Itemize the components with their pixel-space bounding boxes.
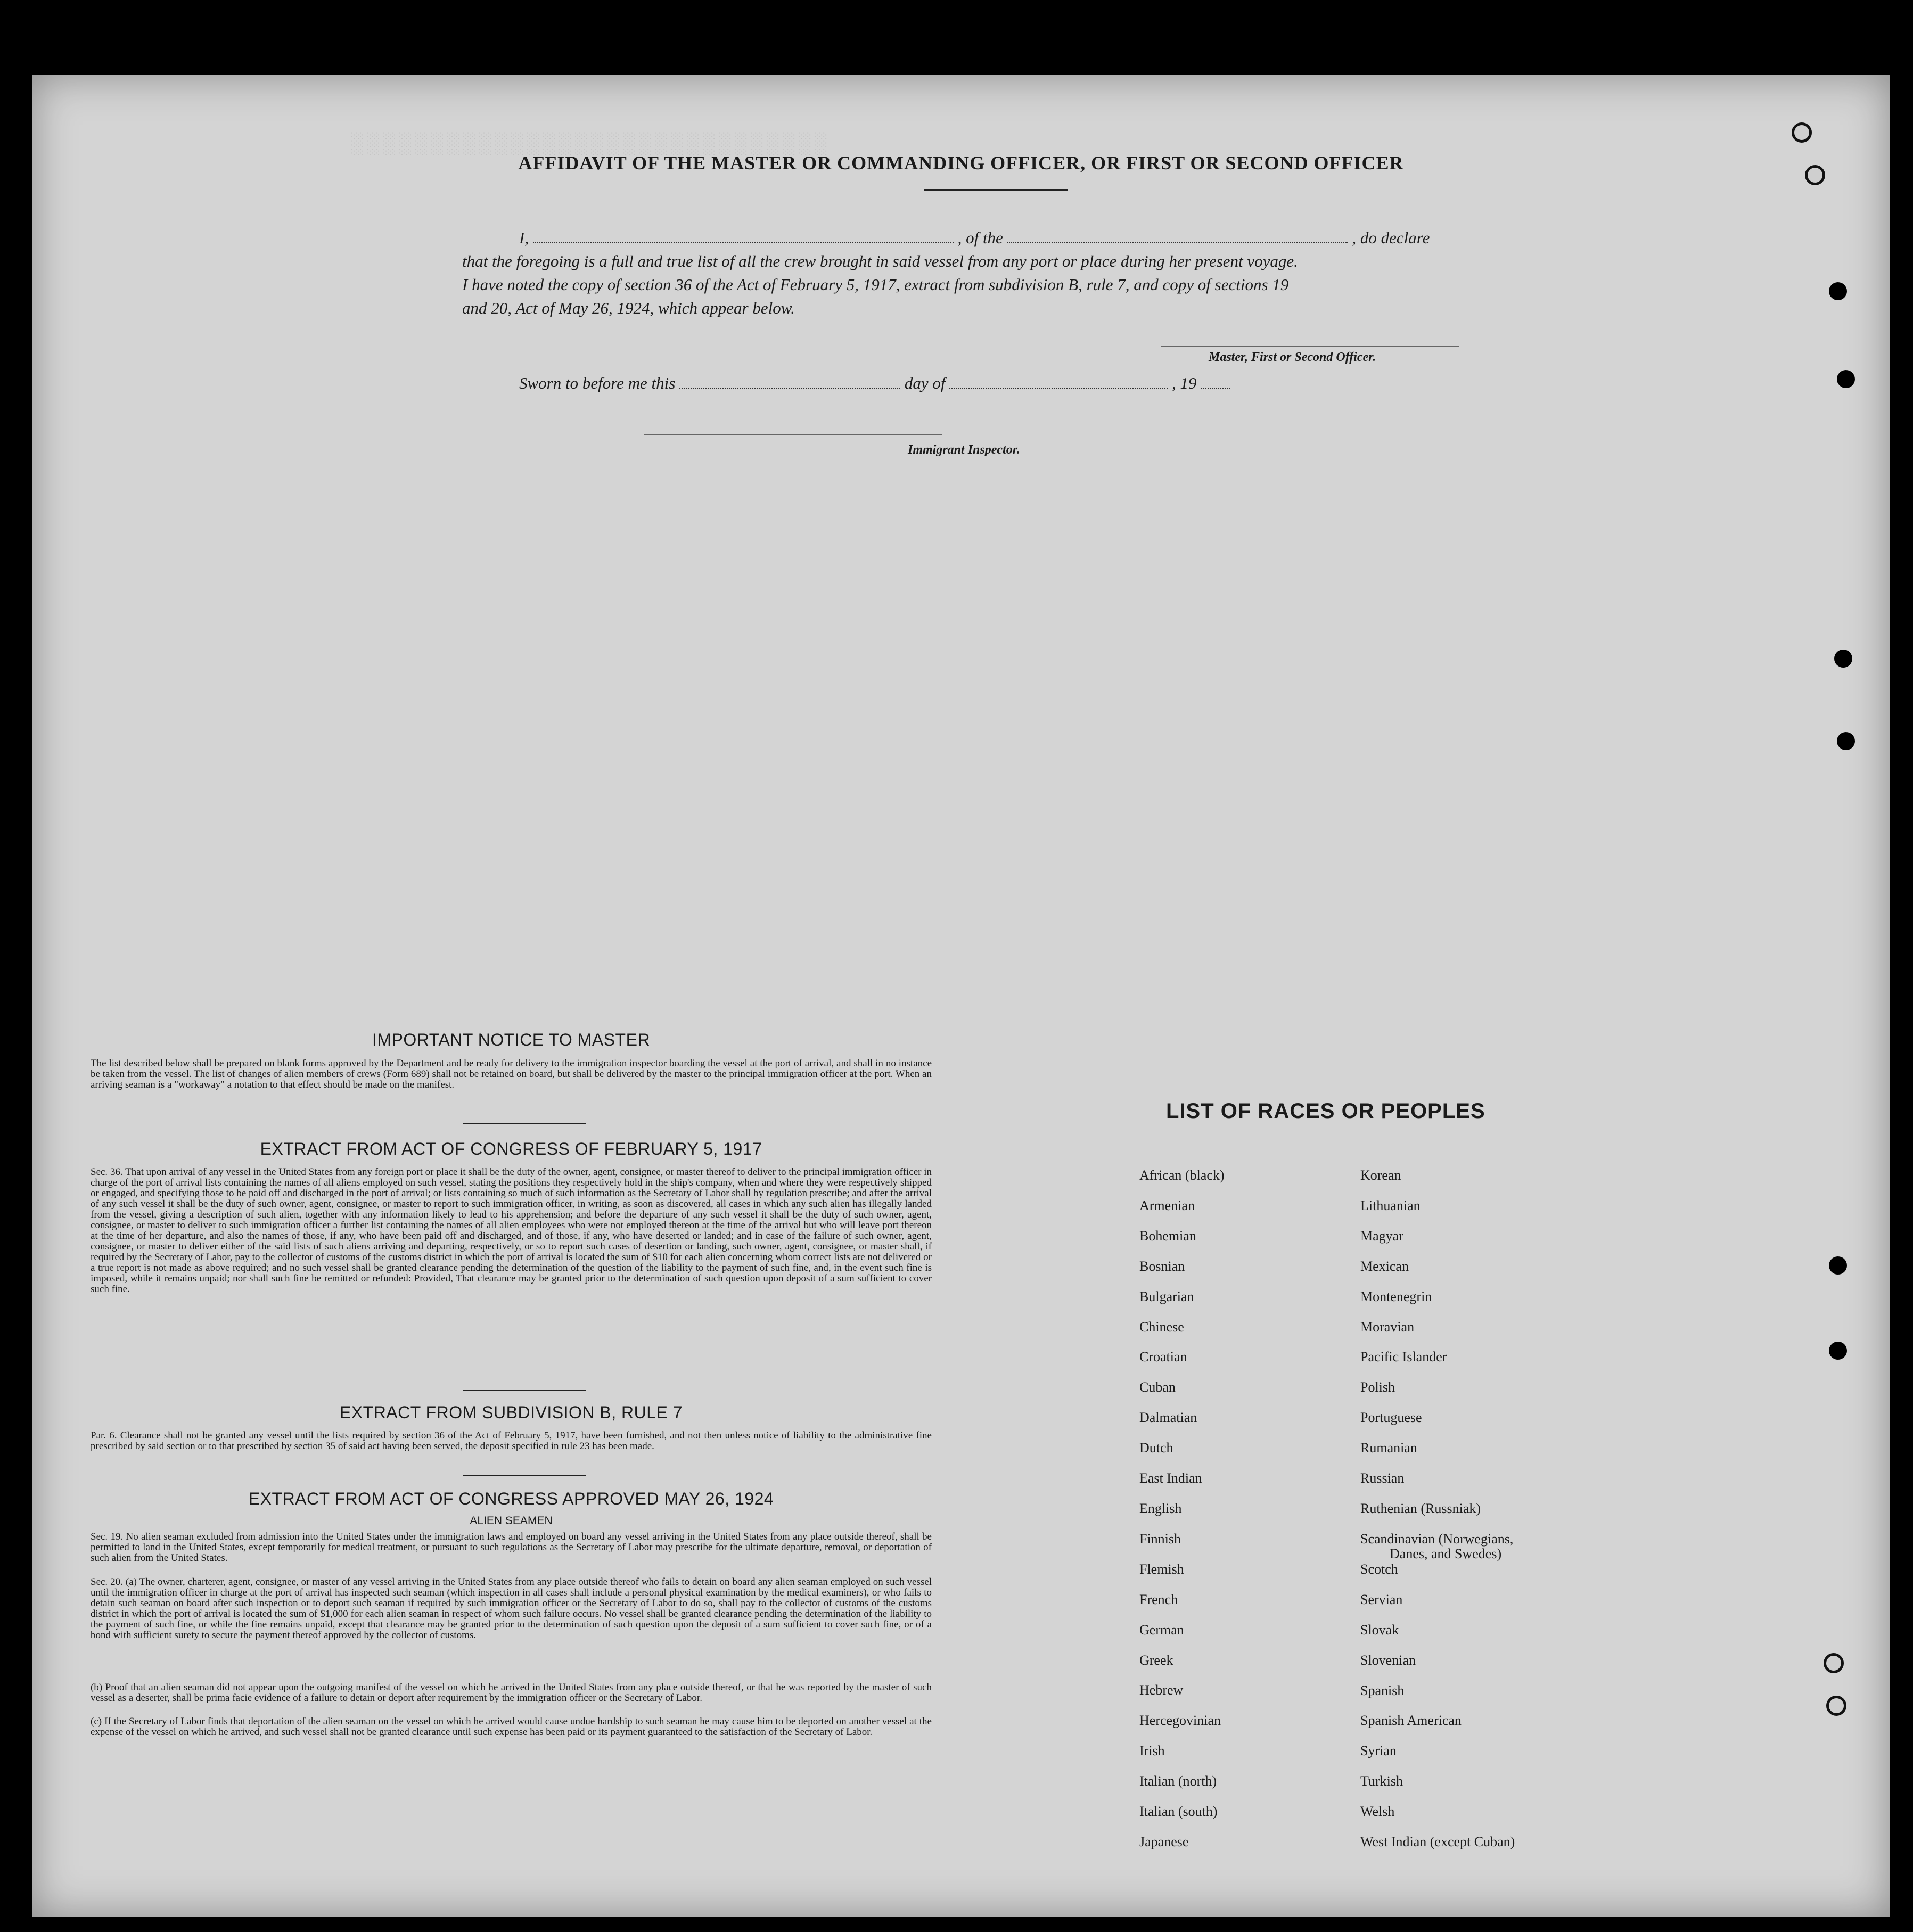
race-item: Bohemian <box>1139 1228 1196 1244</box>
race-item: Portuguese <box>1360 1410 1422 1426</box>
race-item: Moravian <box>1360 1319 1415 1335</box>
binder-hole-icon <box>1837 732 1855 750</box>
affidavit-declare-label: , do declare <box>1352 228 1430 247</box>
binder-hole-icon <box>1826 1696 1846 1716</box>
race-item: Syrian <box>1360 1743 1397 1759</box>
binder-hole-icon <box>1805 165 1825 185</box>
binder-hole-icon <box>1829 282 1847 300</box>
rule-7-text: Par. 6. Clearance shall not be granted any vessel until the lists required by section 36 of the Act of February 5, 1917, have been furnished, and not then unless notice of liability to the administrative fine prescribed by said section or to that prescribed by section 35 of said act having been served, the deposit specified in rule 23 has been made. <box>91 1430 932 1452</box>
race-item: Polish <box>1360 1379 1395 1395</box>
binder-hole-icon <box>1829 1342 1847 1360</box>
race-item: Turkish <box>1360 1773 1403 1789</box>
master-signature-line[interactable] <box>1161 346 1459 347</box>
race-item: Hebrew <box>1139 1682 1184 1698</box>
race-item-continuation: Danes, and Swedes) <box>1390 1545 1502 1561</box>
sworn-year-label: , 19 <box>1171 374 1197 392</box>
affidavit-i-label: I, <box>519 228 529 247</box>
races-right-column <box>1360 1161 1515 1857</box>
sworn-day-field[interactable] <box>679 373 900 389</box>
sworn-line <box>519 372 1424 395</box>
sec-19-text: Sec. 19. No alien seaman excluded from admission into the United States under the immigration laws and employed on board any vessel arriving in the United States from any place outside thereof, shall be permitted to land in the United States, except temporarily for medical treatment, or pursuant to such regulations as the Secretary of Labor may prescribe for the ultimate departure, removal, or deportation of such alien from the United States. <box>91 1531 932 1564</box>
race-item: Korean <box>1360 1168 1401 1183</box>
race-item: Italian (south) <box>1139 1804 1218 1820</box>
race-item: German <box>1139 1622 1184 1638</box>
sworn-day-label: day of <box>904 374 946 392</box>
master-name-field[interactable] <box>533 227 954 243</box>
race-item: Hercegovinian <box>1139 1713 1221 1729</box>
race-item: Croatian <box>1139 1349 1187 1365</box>
race-item: Irish <box>1139 1743 1165 1759</box>
affidavit-line-4: and 20, Act of May 26, 1924, which appear below. <box>462 299 795 317</box>
sec-20c-text: (c) If the Secretary of Labor finds that deportation of the alien seaman on the vessel on which he arrived would cause undue hardship to such seaman he may cause him to be deported on another vessel at the expense of the vessel on which he arrived, and such vessel shall not be granted clearance until such expense has been paid or its payment guaranteed to the satisfaction of the Secretary of Labor. <box>91 1716 932 1738</box>
form-sheet <box>32 75 1890 1917</box>
race-item: Dutch <box>1139 1440 1173 1456</box>
race-item: Japanese <box>1139 1834 1189 1849</box>
race-item: Scotch <box>1360 1561 1398 1577</box>
race-item: Lithuanian <box>1360 1197 1421 1213</box>
sec-20b-text: (b) Proof that an alien seaman did not appear upon the outgoing manifest of the vessel on which he arrived in the United States from any place outside thereof, or that he was reported by the master of such vessel as a deserter, shall be prima facie evidence of a failure to detain or deport after requirement by the immigration officer or the Secretary of Labor. <box>91 1682 932 1704</box>
race-item: Chinese <box>1139 1319 1184 1335</box>
sworn-month-field[interactable] <box>949 373 1168 389</box>
rule-7-title: EXTRACT FROM SUBDIVISION B, RULE 7 <box>339 1403 683 1422</box>
master-signature-label: Master, First or Second Officer. <box>1209 350 1376 364</box>
race-item: English <box>1139 1500 1182 1516</box>
race-item: Flemish <box>1139 1561 1184 1577</box>
affidavit-line-1 <box>519 226 1584 250</box>
race-item: Spanish <box>1360 1682 1405 1698</box>
affidavit-line-2: that the foregoing is a full and true list of all the crew brought in said vessel from any port or place during her present voyage. <box>462 252 1298 270</box>
race-item: Cuban <box>1139 1379 1176 1395</box>
sec-20a-text: Sec. 20. (a) The owner, charterer, agent, consignee, or master of any vessel arriving in the United States from any place outside thereof who fails to detain on board any alien seaman employed on such vessel until the immigration officer in charge at the port of arrival has inspected such seaman (which inspection in all cases shall include a personal physical examination by the medical examiners), or who fails to detain such seaman on board after such inspection or to deport such seaman if required by such immigration officer or the Secretary of Labor to do so, shall pay to the collector of customs of the customs district in which the port of arrival is located the sum of $1,000 for each alien seaman in respect of whom such failure occurs. No vessel shall be granted clearance pending the determination of the liability to the payment of such fine, or while the fine remains unpaid, except that clearance may be granted prior to the determination of such question upon the deposit of a sum sufficient to cover such fine, or of a bond with sufficient surety to secure the payment thereof approved by the collector of customs. <box>91 1576 932 1641</box>
bleed-through-text: ░░░░░░░░░░░░░░░░░░░░░░░░░░░░░░ <box>351 133 831 157</box>
race-item: Bulgarian <box>1139 1288 1194 1304</box>
race-item: Italian (north) <box>1139 1773 1217 1789</box>
race-item: Magyar <box>1360 1228 1403 1244</box>
notice-rule <box>463 1123 586 1124</box>
sworn-prefix: Sworn to before me this <box>519 374 676 392</box>
race-item: Armenian <box>1139 1197 1195 1213</box>
alien-seamen-subtitle: ALIEN SEAMEN <box>470 1515 553 1527</box>
binder-hole-icon <box>1829 1256 1847 1275</box>
rule-7-rule <box>463 1475 586 1476</box>
race-item: Greek <box>1139 1652 1173 1668</box>
sworn-year-field[interactable] <box>1201 373 1230 389</box>
race-item: Russian <box>1360 1470 1405 1486</box>
affidavit-title-rule <box>924 189 1068 191</box>
inspector-signature-label: Immigrant Inspector. <box>908 443 1020 457</box>
race-item: Welsh <box>1360 1804 1395 1820</box>
race-item: Mexican <box>1360 1258 1409 1274</box>
race-item: Rumanian <box>1360 1440 1417 1456</box>
race-item: West Indian (except Cuban) <box>1360 1834 1515 1850</box>
races-title: LIST OF RACES OR PEOPLES <box>1166 1099 1485 1123</box>
race-item: Montenegrin <box>1360 1288 1432 1304</box>
race-item: Pacific Islander <box>1360 1349 1447 1365</box>
binder-hole-icon <box>1837 370 1855 388</box>
binder-hole-icon <box>1792 122 1812 143</box>
race-item: Spanish American <box>1360 1713 1462 1729</box>
race-item: Servian <box>1360 1591 1403 1607</box>
vessel-name-field[interactable] <box>1007 227 1348 243</box>
race-item: Dalmatian <box>1139 1410 1197 1426</box>
extract-1917-title: EXTRACT FROM ACT OF CONGRESS OF FEBRUARY 5, 1917 <box>260 1139 762 1158</box>
extract-1917-text: Sec. 36. That upon arrival of any vessel in the United States from any foreign port or place it shall be the duty of the owner, agent, consignee, or master thereof to deliver to the principal immigration officer in charge of the port of arrival lists containing the names of all aliens employed on such vessel, stating the positions they respectively hold in the ship's company, when and where they were respectively shipped or engaged, and specifying those to be paid off and discharged in the port of arrival; or lists containing so much of such information as the Secretary of Labor shall by regulation prescribe; and after the arrival of any such vessel it shall be the duty of such owner, agent, consignee, or master to report to such immigration officer, in writing, as soon as discovered, all cases in which any such alien has illegally landed from the vessel, giving a description of such alien, together with any information likely to lead to his apprehension; and before the departure of any such vessel it shall be the duty of such owner, agent, consignee, or master to deliver to such immigration officer a further list containing the names of all alien employees who were not employed thereon at the time of the arrival but who will leave port thereon at the time of her departure, and also the names of those, if any, who have been paid off and discharged, and of those, if any, who have deserted or landed; and in case of the failure of such owner, agent, consignee, or master to deliver either of the said lists of such aliens arriving and departing, respectively, or so to report such cases of desertion or landing, such owner, agent, consignee, or master shall, if required by the Secretary of Labor, pay to the collector of customs of the customs district in which the port of arrival is located the sum of $10 for each alien concerning whom correct lists are not delivered or a true report is not made as above required; and no such vessel shall be granted clearance pending the determination of the question of the liability to the payment of such fine, and, in the event such fine is imposed, while it remains unpaid; nor shall such fine be remitted or refunded: Provided, That clearance may be granted prior to the determination of such question upon deposit of a sum sufficient to cover such fine. <box>91 1166 932 1295</box>
race-item: East Indian <box>1139 1470 1202 1486</box>
inspector-signature-line[interactable] <box>644 434 942 435</box>
race-item: Bosnian <box>1139 1258 1185 1274</box>
races-left-column <box>1139 1161 1225 1857</box>
notice-text: The list described below shall be prepared on blank forms approved by the Department and be ready for delivery to the immigration inspector boarding the vessel at the port of arrival, and shall in no instance be taken from the vessel. The list of changes of alien members of crews (Form 689) shall not be retained on board, but shall be delivered by the master to the principal immigration officer at the port. When an arriving seaman is a "workaway" a notation to that effect should be made on the manifest. <box>91 1058 932 1090</box>
binder-hole-icon <box>1824 1653 1844 1673</box>
race-item: Finnish <box>1139 1531 1181 1547</box>
race-item: French <box>1139 1591 1178 1607</box>
extract-1917-rule <box>463 1390 586 1391</box>
race-item: African (black) <box>1139 1168 1225 1183</box>
extract-1924-title: EXTRACT FROM ACT OF CONGRESS APPROVED MAY 26, 1924 <box>248 1489 774 1508</box>
race-item: Slovak <box>1360 1622 1399 1638</box>
race-item: Ruthenian (Russniak) <box>1360 1500 1481 1516</box>
affidavit-line-3: I have noted the copy of section 36 of the Act of February 5, 1917, extract from subdivision B, rule 7, and copy of sections 19 <box>462 275 1289 294</box>
affidavit-of-label: , of the <box>957 228 1003 247</box>
binder-hole-icon <box>1834 650 1852 668</box>
race-item: Scandinavian (Norwegians, <box>1360 1531 1514 1547</box>
notice-title: IMPORTANT NOTICE TO MASTER <box>372 1030 651 1049</box>
race-item: Slovenian <box>1360 1652 1416 1668</box>
affidavit-title: AFFIDAVIT OF THE MASTER OR COMMANDING OFFICER, OR FIRST OR SECOND OFFICER <box>518 152 1404 174</box>
